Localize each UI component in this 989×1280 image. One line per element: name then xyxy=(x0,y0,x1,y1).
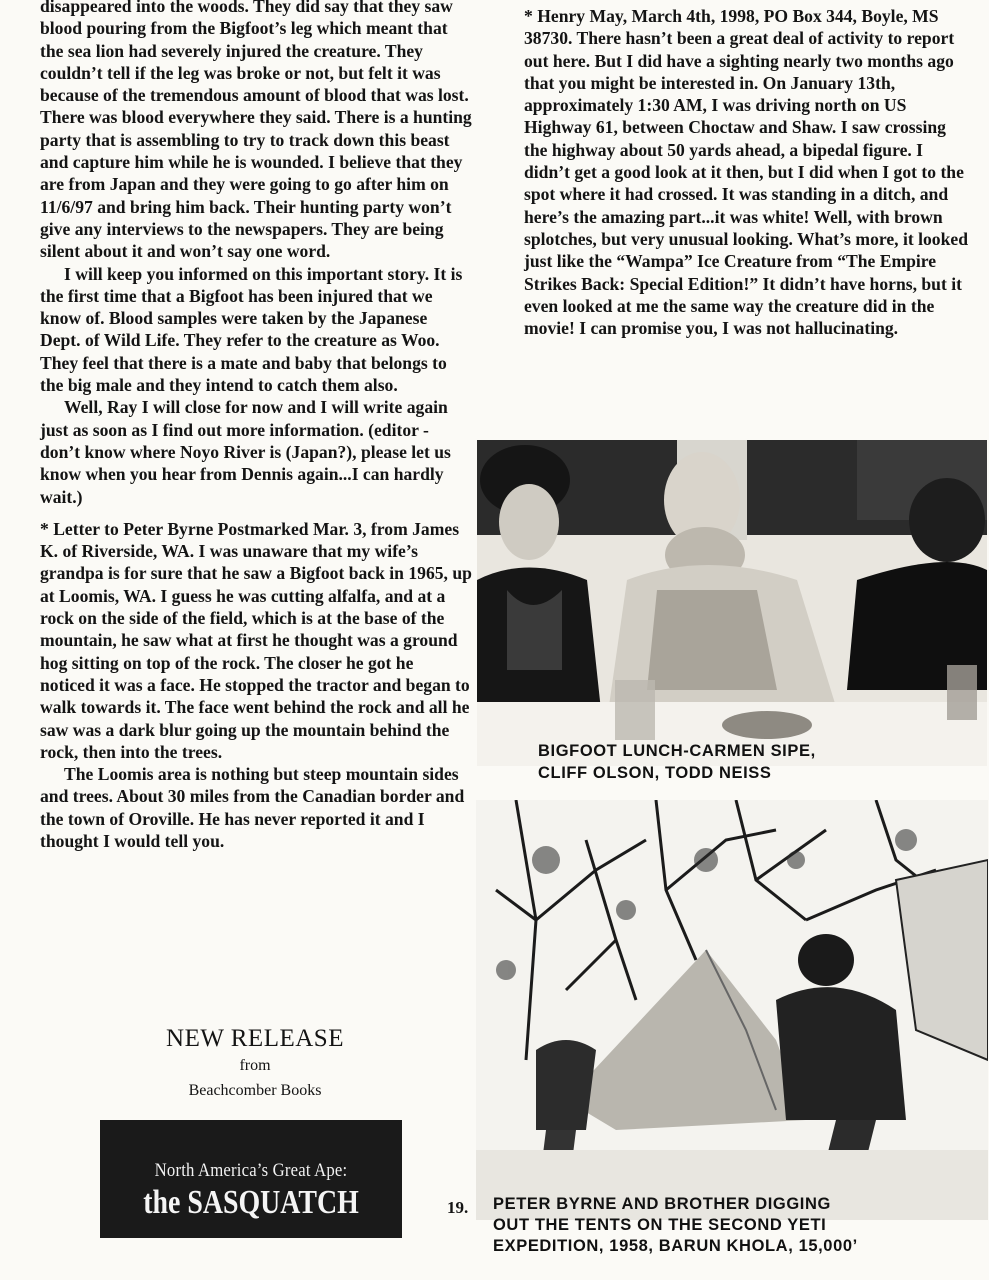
bigfoot-lunch-photo xyxy=(477,440,987,766)
book-cover-subtitle: North America’s Great Ape: xyxy=(154,1160,348,1181)
article-paragraph: The Loomis area is nothing but steep mountain sides and trees. About 30 miles from the Canadian border and the town of Oroville. He has never reported it and I thought I would tell you. xyxy=(40,764,465,851)
letter-paragraph: * Letter to Peter Byrne Postmarked Mar. 3, from James K. of Riverside, WA. I was unaware that my wife’s grandpa is for sure that he saw a Bigfoot back in 1965, up at Loomis, WA. I guess he was cutting alfalfa, and at a rock on the side of the field, which is at the base of the mountain, he saw what at first he thought was a ground hog sitting on top of the rock. The closer he got he noticed it was a face. He stopped the tractor and began to walk towards it. The face went behind the rock and all he saw was a dark blur going up the mountain behind the rock, then into the trees. xyxy=(40,518,472,762)
expedition-photo-image xyxy=(476,800,988,1220)
yeti-expedition-photo xyxy=(476,800,988,1220)
new-release-title: NEW RELEASE xyxy=(166,1025,344,1052)
page-number: 19. xyxy=(447,1198,469,1217)
new-release-from: from xyxy=(239,1057,271,1074)
left-column xyxy=(40,0,472,852)
new-release-publisher: Beachcomber Books xyxy=(188,1082,322,1099)
caption-line: CLIFF OLSON, TODD NEISS xyxy=(538,764,772,782)
lunch-photo-image xyxy=(477,440,987,766)
lunch-photo-caption xyxy=(538,740,816,784)
caption-line: PETER BYRNE AND BROTHER DIGGING xyxy=(493,1195,831,1213)
caption-line: EXPEDITION, 1958, BARUN KHOLA, 15,000’ xyxy=(493,1237,858,1255)
expedition-photo-caption xyxy=(493,1194,858,1257)
article-paragraph: I will keep you informed on this important story. It is the first time that a Bigfoot has been injured that we know of. Blood samples were taken by the Japanese Dept. of Wild Life. They refer to the creature as Woo. They feel that there is a mate and baby that belongs to the big male and they intend to catch them also. xyxy=(40,263,463,396)
caption-line: BIGFOOT LUNCH-CARMEN SIPE, xyxy=(538,742,816,760)
letter-paragraph: * Henry May, March 4th, 1998, PO Box 344, Boyle, MS 38730. There hasn’t been a great deal of activity to report out here. But I did have a sighting nearly two months ago that you might be interested in. On January 13th, approximately 1:30 AM, I was driving north on US Highway 61, between Choctaw and Shaw. I saw crossing the highway about 50 yards ahead, a bipedal figure. I didn’t get a good look at it then, but I did when I got to the spot where it had crossed. It was standing in a ditch, and here’s the amazing part...it was white! Well, with brown splotches, but very unusual looking. What’s more, it looked just like the “Wampa” Ice Creature from “The Empire Strikes Back: Special Edition!” It didn’t have horns, but it even looked at me the same way the creature did in the movie! I can promise you, I was not hallucinating. xyxy=(524,6,968,339)
article-paragraph: Well, Ray I will close for now and I will write again just as soon as I find out more information. (editor - don’t know where Noyo River is (Japan?), please let us know when you hear from Dennis again...I can hardly wait.) xyxy=(40,397,451,507)
right-column xyxy=(524,5,970,339)
caption-line: OUT THE TENTS ON THE SECOND YETI xyxy=(493,1216,827,1234)
book-cover-image xyxy=(100,1120,402,1238)
book-cover-title: the SASQUATCH xyxy=(143,1184,359,1221)
new-release-notice xyxy=(100,1025,410,1103)
article-paragraph: disappeared into the woods. They did say that they saw blood pouring from the Bigfoot’s leg which meant that the sea lion had severely injured the creature. They couldn’t tell if the leg was broke or not, but felt it was because of the tremendous amount of blood that was lost. There was blood everywhere they said. There is a hunting party that is assembling to try to track down this beast and capture him while he is wounded. I believe that they are from Japan and they were going to go after him on 11/6/97 and bring him back. Their hunting party won’t give any interviews to the newspapers. They are being silent about it and won’t say one word. xyxy=(40,0,472,262)
